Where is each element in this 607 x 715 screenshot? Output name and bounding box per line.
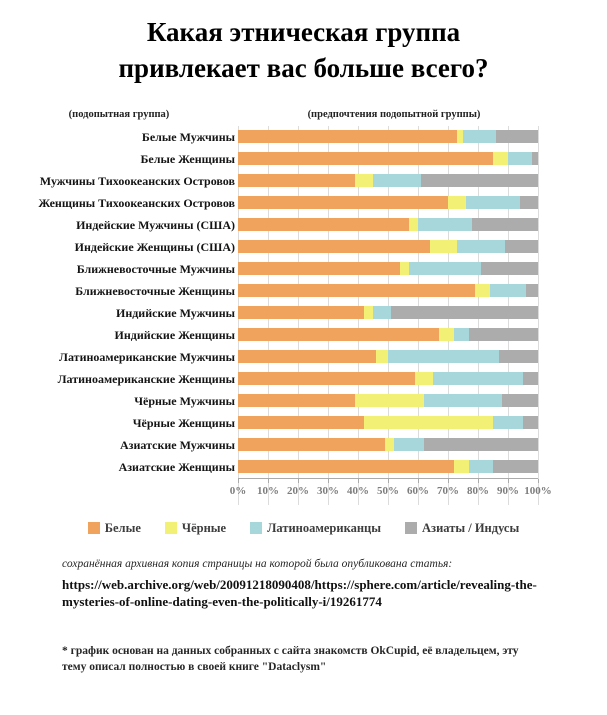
chart-row — [238, 236, 538, 258]
bar-segment — [532, 152, 538, 165]
bar-segment — [466, 196, 520, 209]
legend-label: Чёрные — [181, 520, 227, 535]
legend-swatch — [250, 522, 262, 534]
page-title — [0, 14, 607, 87]
stacked-bar — [238, 152, 538, 165]
gridline — [538, 126, 539, 505]
stacked-bar — [238, 174, 538, 187]
stacked-bar — [238, 460, 538, 473]
page-title-line1: Какая этническая группа — [146, 17, 461, 47]
bar-segment — [238, 306, 364, 319]
bar-segment — [493, 460, 538, 473]
chart-row — [238, 434, 538, 456]
category-label: Ближневосточные Женщины — [75, 283, 235, 298]
axis-tick — [238, 479, 239, 483]
axis-tick-label: 20% — [287, 484, 309, 497]
bar-segment — [454, 460, 469, 473]
category-label: Индийские Мужчины — [115, 305, 235, 320]
page-title-line2: привлекает вас больше всего? — [118, 53, 489, 84]
legend-label: Латиноамериканцы — [267, 520, 382, 535]
bar-segment — [481, 262, 538, 275]
bar-segment — [238, 350, 376, 363]
axis-captions — [0, 109, 607, 120]
bar-segment — [433, 372, 523, 385]
category-label: Индейские Мужчины (США) — [76, 217, 235, 232]
bar-segment — [355, 394, 424, 407]
chart-rows — [238, 126, 538, 478]
bar-segment — [520, 196, 538, 209]
bar-segment — [238, 284, 475, 297]
bar-segment — [394, 438, 424, 451]
bar-segment — [238, 240, 430, 253]
stacked-bar — [238, 262, 538, 275]
category-label: Индейские Женщины (США) — [74, 239, 235, 254]
stacked-bar — [238, 306, 538, 319]
axis-tick — [388, 479, 389, 483]
bar-segment — [238, 152, 493, 165]
bar-segment — [448, 196, 466, 209]
legend-label: Азиаты / Индусы — [422, 520, 520, 535]
chart-row — [238, 346, 538, 368]
bar-segment — [454, 328, 469, 341]
chart-row — [238, 368, 538, 390]
category-label: Азиатские Мужчины — [120, 437, 235, 452]
axis-tick — [358, 479, 359, 483]
plot-area — [229, 126, 552, 505]
chart-row — [238, 148, 538, 170]
legend-item — [165, 521, 226, 536]
axis-tick-label: 30% — [317, 484, 339, 497]
bar-segment — [355, 174, 373, 187]
bar-segment — [421, 174, 538, 187]
legend-item — [250, 521, 381, 536]
category-label: Латиноамериканские Мужчины — [59, 349, 235, 364]
legend-item — [88, 521, 141, 536]
axis-tick — [538, 479, 539, 483]
right-axis-caption: (предпочтения подопытной группы) — [307, 108, 481, 120]
axis-tick-label: 100% — [524, 484, 552, 497]
bar-segment — [238, 328, 439, 341]
stacked-bar — [238, 438, 538, 451]
stacked-bar — [238, 218, 538, 231]
archive-url: https://web.archive.org/web/20091218090408/https://sphere.com/article/revealing-the-mysteries-of-online-dating-even-the-politically-i/19261774 — [62, 576, 537, 610]
bar-segment — [415, 372, 433, 385]
bar-segment — [238, 416, 364, 429]
bar-segment — [409, 218, 418, 231]
axis-tick-label: 10% — [257, 484, 279, 497]
x-axis — [229, 478, 552, 505]
bar-segment — [475, 284, 490, 297]
bar-segment — [469, 328, 538, 341]
bar-segment — [238, 174, 355, 187]
bar-segment — [502, 394, 538, 407]
chart-row — [238, 280, 538, 302]
axis-tick — [508, 479, 509, 483]
stacked-bar — [238, 394, 538, 407]
axis-tick-label: 40% — [347, 484, 369, 497]
bar-segment — [490, 284, 526, 297]
category-label: Чёрные Мужчины — [134, 393, 235, 408]
bar-segment — [388, 350, 499, 363]
category-label: Ближневосточные Мужчины — [76, 261, 235, 276]
axis-tick — [448, 479, 449, 483]
category-label: Белые Мужчины — [141, 129, 235, 144]
axis-tick — [268, 479, 269, 483]
bar-segment — [493, 152, 508, 165]
bar-segment — [373, 174, 421, 187]
bar-segment — [385, 438, 394, 451]
chart-row — [238, 258, 538, 280]
chart-row — [238, 412, 538, 434]
bar-segment — [238, 460, 454, 473]
bar-segment — [463, 130, 496, 143]
bar-segment — [526, 284, 538, 297]
bar-segment — [238, 394, 355, 407]
category-label: Азиатские Женщины — [118, 459, 235, 474]
bar-segment — [238, 130, 457, 143]
stacked-bar — [238, 372, 538, 385]
chart-row — [238, 214, 538, 236]
axis-tick — [418, 479, 419, 483]
bar-segment — [373, 306, 391, 319]
chart — [0, 126, 607, 505]
archive-caption: сохранённая архивная копия страницы на которой была опубликована статья: — [62, 557, 453, 570]
bar-segment — [418, 218, 472, 231]
bar-segment — [424, 438, 538, 451]
chart-row — [238, 456, 538, 478]
legend-swatch — [405, 522, 417, 534]
category-label: Чёрные Женщины — [132, 415, 235, 430]
axis-tick — [328, 479, 329, 483]
bar-segment — [493, 416, 523, 429]
bar-segment — [376, 350, 388, 363]
legend-swatch — [88, 522, 100, 534]
legend-swatch — [165, 522, 177, 534]
category-labels — [0, 126, 238, 505]
stacked-bar — [238, 328, 538, 341]
bar-segment — [508, 152, 532, 165]
category-label: Мужчины Тихоокеанских Островов — [39, 173, 235, 188]
bar-segment — [364, 306, 373, 319]
axis-tick-label: 90% — [497, 484, 519, 497]
footer — [62, 558, 574, 675]
category-label: Белые Женщины — [140, 151, 235, 166]
chart-row — [238, 126, 538, 148]
legend-label: Белые — [104, 520, 141, 535]
bar-segment — [430, 240, 457, 253]
axis-tick-label: 50% — [377, 484, 399, 497]
bar-segment — [238, 196, 448, 209]
bar-segment — [496, 130, 538, 143]
axis-tick-label: 70% — [437, 484, 459, 497]
bar-segment — [391, 306, 538, 319]
category-label: Индийские Женщины — [114, 327, 235, 342]
legend — [0, 521, 607, 536]
bar-segment — [424, 394, 502, 407]
bar-segment — [238, 372, 415, 385]
axis-tick-label: 0% — [229, 484, 247, 497]
bar-segment — [238, 262, 400, 275]
footnote: * график основан на данных собранных с сайта знакомств OkCupid, её владельцем, эту тему описал полностью в своей книге "Dataclysm" — [62, 644, 519, 674]
category-label: Латиноамериканские Женщины — [57, 371, 235, 386]
left-axis-caption: (подопытная группа) — [68, 108, 170, 120]
stacked-bar — [238, 130, 538, 143]
bar-segment — [499, 350, 538, 363]
bar-segment — [238, 438, 385, 451]
bar-segment — [472, 218, 538, 231]
stacked-bar — [238, 196, 538, 209]
bar-segment — [523, 416, 538, 429]
bar-segment — [238, 218, 409, 231]
chart-row — [238, 390, 538, 412]
axis-tick-label: 60% — [407, 484, 429, 497]
bar-segment — [364, 416, 493, 429]
category-label: Женщины Тихоокеанских Островов — [38, 195, 235, 210]
axis-tick — [298, 479, 299, 483]
axis-tick-label: 80% — [467, 484, 489, 497]
bar-segment — [457, 240, 505, 253]
stacked-bar — [238, 284, 538, 297]
stacked-bar — [238, 350, 538, 363]
chart-row — [238, 302, 538, 324]
bar-segment — [400, 262, 409, 275]
bar-segment — [523, 372, 538, 385]
stacked-bar — [238, 240, 538, 253]
stacked-bar — [238, 416, 538, 429]
chart-row — [238, 324, 538, 346]
chart-row — [238, 192, 538, 214]
bar-segment — [469, 460, 493, 473]
bar-segment — [505, 240, 538, 253]
legend-item — [405, 521, 519, 536]
bar-segment — [409, 262, 481, 275]
chart-row — [238, 170, 538, 192]
bar-segment — [439, 328, 454, 341]
axis-tick — [478, 479, 479, 483]
